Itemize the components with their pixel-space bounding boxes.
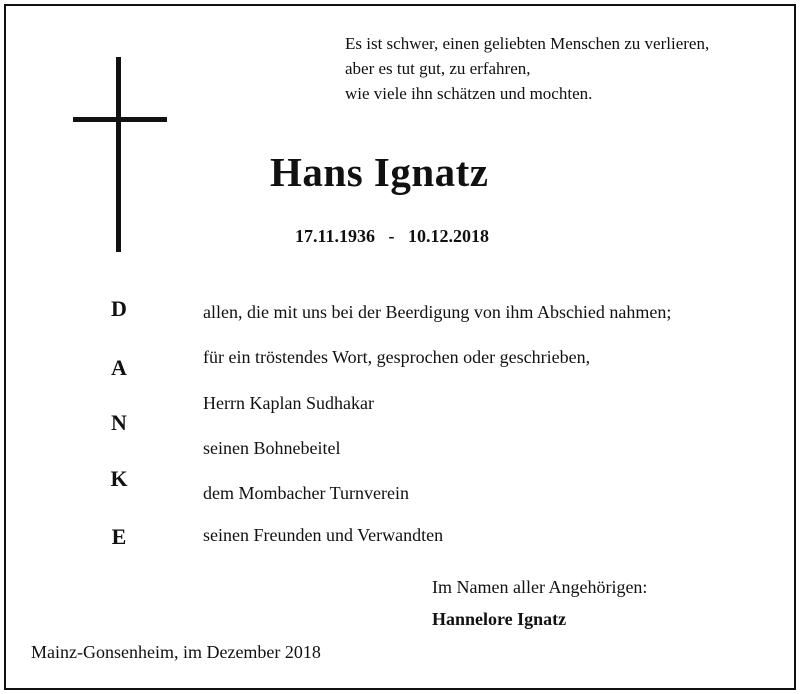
danke-letter-k: K xyxy=(110,466,128,491)
deceased-name: Hans Ignatz xyxy=(270,149,489,195)
cross-horizontal-bar xyxy=(73,117,167,122)
cross-vertical-bar xyxy=(116,57,121,252)
thanks-line: seinen Freunden und Verwandten xyxy=(203,525,444,545)
quote-line-2: aber es tut gut, zu erfahren, xyxy=(345,59,531,78)
life-dates xyxy=(295,226,489,247)
thanks-line: für ein tröstendes Wort, gesprochen oder geschrieben, xyxy=(203,347,591,367)
danke-letter-d: D xyxy=(111,296,127,321)
thanks-line: dem Mombacher Turnverein xyxy=(203,483,409,503)
memorial-quote xyxy=(345,31,709,106)
date-separator: - xyxy=(388,226,395,246)
thanks-line: allen, die mit uns bei der Beerdigung von ihm Abschied nahmen; xyxy=(203,302,672,322)
quote-line-3: wie viele ihn schätzen und mochten. xyxy=(345,84,593,103)
danke-letter-a: A xyxy=(111,355,127,380)
danke-letter-e: E xyxy=(111,524,127,549)
death-date: 10.12.2018 xyxy=(408,226,490,246)
danke-letter-n: N xyxy=(111,410,127,435)
signature-intro: Im Namen aller Angehörigen: xyxy=(432,577,648,597)
signature-name: Hannelore Ignatz xyxy=(432,609,567,629)
quote-line-1: Es ist schwer, einen geliebten Menschen zu verlieren, xyxy=(345,34,710,53)
thanks-line: Herrn Kaplan Sudhakar xyxy=(203,393,374,413)
place-and-date: Mainz-Gonsenheim, im Dezember 2018 xyxy=(31,642,321,662)
birth-date: 17.11.1936 xyxy=(295,226,376,246)
thanks-line: seinen Bohnebeitel xyxy=(203,438,341,458)
